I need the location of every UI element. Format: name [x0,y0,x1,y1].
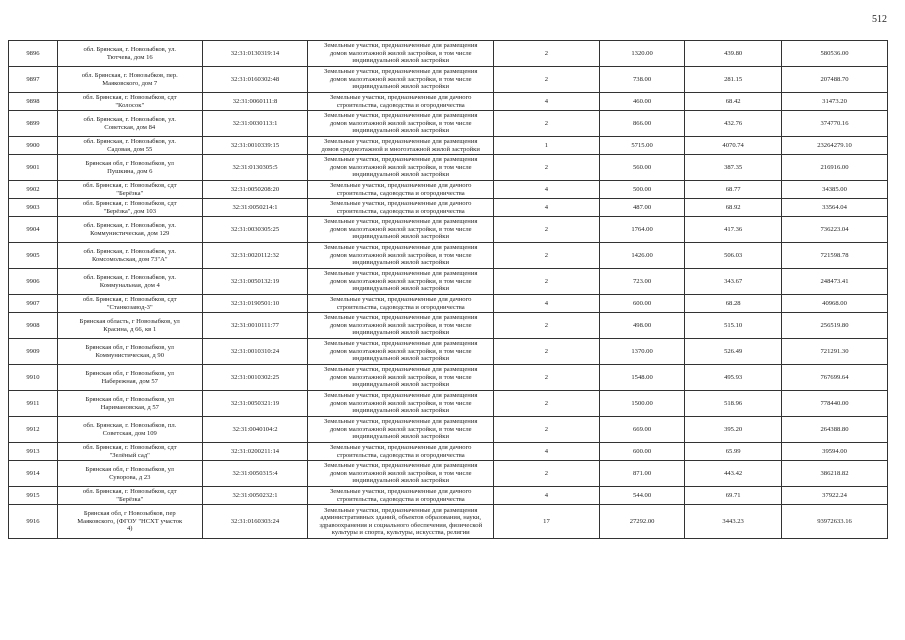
land-use-cell [308,461,494,487]
cadastral-number-cell: 32:31:0010339:15 [202,137,308,155]
land-use-cell-line: Земельные участки, предназначенные для размещения [324,270,478,278]
land-use-cell [308,339,494,365]
category-cell: 2 [494,365,600,391]
unit-value-cell: 343.67 [685,269,782,295]
land-use-cell-line: строительства, садоводства и огородничества [336,189,465,197]
land-use-cell-line: Земельные участки, предназначенные для размещения [324,340,478,348]
cadastral-number-cell: 32:31:0130319:14 [202,41,308,67]
cadastral-value-cell: 721291.30 [782,339,888,365]
unit-value-cell: 68.77 [685,181,782,199]
address-cell-line: обл. Брянская, г. Новозыбков, ул. [83,46,177,54]
table-row [9,487,888,505]
unit-value-cell: 65.99 [685,443,782,461]
category-cell: 2 [494,417,600,443]
cadastral-number-cell: 32:31:0010111:77 [202,313,308,339]
land-use-cell-line: индивидуальной жилой застройки [352,171,449,179]
category-cell: 17 [494,505,600,539]
cadastral-number-cell: 32:31:0190501:10 [202,295,308,313]
category-cell: 2 [494,461,600,487]
address-cell-line: "Берёзка" [116,495,144,503]
row-number-cell: 9896 [9,41,58,67]
address-cell-line: "Берёзка", дом 103 [103,207,156,215]
address-cell-line: Коммунистическая, д 90 [95,351,165,359]
land-use-cell-line: домов малоэтажной жилой застройки, в том числе [329,75,472,83]
address-cell [57,217,202,243]
unit-value-cell: 495.93 [685,365,782,391]
address-cell-line: Брянская обл, г Новозыбков, ул [85,160,174,168]
land-use-cell [308,487,494,505]
table-row [9,41,888,67]
table-row [9,461,888,487]
address-cell-line: обл. Брянская, г. Новозыбков, ул. [83,248,177,256]
address-cell [57,111,202,137]
address-cell [57,137,202,155]
land-use-cell-line: Земельные участки, предназначенные для дачного [329,94,472,102]
table-row [9,505,888,539]
table-row [9,391,888,417]
row-number-cell: 9904 [9,217,58,243]
address-cell-line: обл. Брянская, г. Новозыбков, сдт [82,200,177,208]
category-cell: 1 [494,137,600,155]
row-number-cell: 9898 [9,93,58,111]
land-use-cell-line: домов малоэтажной жилой застройки, в том числе [329,347,472,355]
unit-value-cell: 69.71 [685,487,782,505]
address-cell-line: Брянская обл, г Новозыбков, ул [85,396,174,404]
area-cell: 560.00 [599,155,684,181]
land-use-cell-line: домов малоэтажной жилой застройки, в том числе [329,373,472,381]
row-number-cell: 9913 [9,443,58,461]
land-use-cell-line: домов малоэтажной жилой застройки, в том числе [329,399,472,407]
category-cell: 2 [494,313,600,339]
row-number-cell: 9914 [9,461,58,487]
category-cell: 2 [494,243,600,269]
area-cell: 669.00 [599,417,684,443]
unit-value-cell: 4070.74 [685,137,782,155]
row-number-cell: 9912 [9,417,58,443]
cadastral-value-cell: 580536.00 [782,41,888,67]
address-cell [57,417,202,443]
land-use-cell-line: домов малоэтажной жилой застройки, в том числе [329,425,472,433]
address-cell-line: обл. Брянская, г. Новозыбков, ул. [83,222,177,230]
land-use-cell-line: домов малоэтажной жилой застройки, в том числе [329,119,472,127]
land-use-cell [308,391,494,417]
cadastral-value-cell: 31473.20 [782,93,888,111]
address-cell-line: Коммунистическая, дом 129 [90,229,170,237]
land-use-cell-line: индивидуальной жилой застройки [352,259,449,267]
area-cell: 27292.00 [599,505,684,539]
area-cell: 866.00 [599,111,684,137]
land-use-cell-line: домов малоэтажной жилой застройки, в том числе [329,469,472,477]
unit-value-cell: 518.96 [685,391,782,417]
address-cell-line: 4) [127,525,133,533]
area-cell: 600.00 [599,295,684,313]
address-cell-line: обл. Брянская, г. Новозыбков, сдт [82,296,177,304]
cadastral-number-cell: 32:31:0050208:20 [202,181,308,199]
address-cell-line: Брянская обл, г Новозыбков, ул [85,370,174,378]
address-cell [57,243,202,269]
cadastral-value-cell: 248473.41 [782,269,888,295]
category-cell: 2 [494,339,600,365]
unit-value-cell: 439.80 [685,41,782,67]
land-use-cell-line: индивидуальной жилой застройки [352,233,449,241]
unit-value-cell: 526.49 [685,339,782,365]
land-use-cell [308,217,494,243]
land-use-cell-line: Земельные участки, предназначенные для размещения [324,392,478,400]
address-cell-line: "Зелёный сад" [109,451,150,459]
category-cell: 2 [494,111,600,137]
land-use-cell-line: домов малоэтажной жилой застройки, в том числе [329,251,472,259]
area-cell: 723.00 [599,269,684,295]
address-cell-line: Брянская область, г Новозыбков, ул [79,318,180,326]
land-registry-table [8,40,888,539]
land-use-cell-line: домов малоэтажной жилой застройки, в том числе [329,321,472,329]
address-cell-line: Тютчева, дом 16 [106,53,153,61]
table-row [9,313,888,339]
area-cell: 498.00 [599,313,684,339]
land-use-cell-line: домов малоэтажной жилой застройки, в том числе [329,225,472,233]
address-cell-line: Брянская обл, г Новозыбков, ул [85,344,174,352]
cadastral-number-cell: 32:31:0050214:1 [202,199,308,217]
address-cell [57,67,202,93]
land-use-cell-line: Земельные участки, предназначенные для размещения [324,218,478,226]
row-number-cell: 9902 [9,181,58,199]
address-cell-line: Наримановская, д 57 [100,403,159,411]
category-cell: 4 [494,487,600,505]
land-use-cell-line: строительства, садоводства и огородничества [336,101,465,109]
row-number-cell: 9916 [9,505,58,539]
land-use-cell [308,295,494,313]
category-cell: 2 [494,391,600,417]
unit-value-cell: 417.36 [685,217,782,243]
category-cell: 2 [494,67,600,93]
land-use-cell-line: Земельные участки, предназначенные для размещения [324,418,478,426]
cadastral-value-cell: 37922.24 [782,487,888,505]
category-cell: 4 [494,443,600,461]
row-number-cell: 9915 [9,487,58,505]
land-use-cell-line: строительства, садоводства и огородничества [336,303,465,311]
category-cell: 4 [494,93,600,111]
table-row [9,67,888,93]
address-cell-line: обл. Брянская, г. Новозыбков, сдт [82,444,177,452]
address-cell [57,365,202,391]
land-use-cell [308,417,494,443]
address-cell [57,391,202,417]
table-row [9,111,888,137]
unit-value-cell: 68.92 [685,199,782,217]
row-number-cell: 9909 [9,339,58,365]
land-use-cell-line: индивидуальной жилой застройки [352,285,449,293]
land-use-cell-line: Земельные участки, предназначенные для дачного [329,296,472,304]
land-use-cell [308,199,494,217]
cadastral-value-cell: 40968.00 [782,295,888,313]
address-cell-line: обл. Брянская, г. Новозыбков, сдт [82,182,177,190]
table-row [9,295,888,313]
cadastral-value-cell: 374770.16 [782,111,888,137]
land-use-cell-line: индивидуальной жилой застройки [352,407,449,415]
land-use-cell [308,365,494,391]
address-cell-line: Брянская обл, г Новозыбков, ул [85,466,174,474]
land-use-cell [308,269,494,295]
unit-value-cell: 432.76 [685,111,782,137]
table-row [9,443,888,461]
land-use-cell-line: Земельные участки, предназначенные для размещения [324,506,478,514]
area-cell: 487.00 [599,199,684,217]
land-use-cell-line: Земельные участки, предназначенные для размещения [324,138,478,146]
land-use-cell-line: индивидуальной жилой застройки [352,83,449,91]
address-cell [57,313,202,339]
cadastral-number-cell: 32:31:0050321:19 [202,391,308,417]
category-cell: 4 [494,295,600,313]
row-number-cell: 9905 [9,243,58,269]
address-cell-line: Красина, д 66, кв 1 [103,325,157,333]
address-cell-line: Садовая, дом 55 [107,145,153,153]
land-use-cell-line: Земельные участки, предназначенные для размещения [324,366,478,374]
unit-value-cell: 515.10 [685,313,782,339]
land-use-cell-line: домов малоэтажной жилой застройки, в том числе [329,163,472,171]
area-cell: 600.00 [599,443,684,461]
cadastral-value-cell: 207488.70 [782,67,888,93]
row-number-cell: 9900 [9,137,58,155]
land-use-cell [308,443,494,461]
address-cell-line: Пушкина, дом 6 [107,167,153,175]
address-cell-line: Советская, дом 109 [102,429,157,437]
address-cell [57,181,202,199]
area-cell: 544.00 [599,487,684,505]
page-number: 512 [872,14,887,25]
category-cell: 4 [494,181,600,199]
row-number-cell: 9897 [9,67,58,93]
land-use-cell-line: Земельные участки, предназначенные для размещения [324,314,478,322]
cadastral-number-cell: 32:31:0160302:48 [202,67,308,93]
land-use-cell-line: строительства, садоводства и огородничества [336,207,465,215]
cadastral-number-cell: 32:31:0050315:4 [202,461,308,487]
cadastral-value-cell: 23264279.10 [782,137,888,155]
address-cell-line: "Берёзка" [116,189,144,197]
address-cell-line: Комсомольская, дом 73"А" [91,255,168,263]
table-row [9,365,888,391]
cadastral-value-cell: 256519.80 [782,313,888,339]
area-cell: 5715.00 [599,137,684,155]
land-use-cell-line: индивидуальной жилой застройки [352,381,449,389]
land-use-cell [308,93,494,111]
unit-value-cell: 281.15 [685,67,782,93]
address-cell-line: Маяковского, (ФГОУ "НСХТ участок [77,517,183,525]
address-cell-line: Брянская обл, г Новозыбков, пер [83,510,176,518]
land-use-cell-line: домов малоэтажной жилой застройки, в том числе [329,49,472,57]
table-body [9,41,888,539]
address-cell [57,487,202,505]
cadastral-value-cell: 264388.80 [782,417,888,443]
cadastral-value-cell: 34385.00 [782,181,888,199]
row-number-cell: 9899 [9,111,58,137]
table-row [9,417,888,443]
table-row [9,199,888,217]
unit-value-cell: 3443.23 [685,505,782,539]
address-cell [57,461,202,487]
cadastral-number-cell: 32:31:0040104:2 [202,417,308,443]
land-use-cell-line: административных зданий, объектов образования, науки, [320,514,482,522]
cadastral-value-cell: 33564.04 [782,199,888,217]
land-use-cell-line: здравоохранения и социального обеспечения, физической [319,521,483,529]
category-cell: 2 [494,217,600,243]
address-cell [57,443,202,461]
cadastral-value-cell: 736223.04 [782,217,888,243]
land-use-cell-line: домов малоэтажной жилой застройки, в том числе [329,277,472,285]
cadastral-value-cell: 216916.00 [782,155,888,181]
land-use-cell-line: индивидуальной жилой застройки [352,329,449,337]
land-use-cell-line: индивидуальной жилой застройки [352,477,449,485]
unit-value-cell: 395.20 [685,417,782,443]
land-use-cell-line: Земельные участки, предназначенные для размещения [324,244,478,252]
table-row [9,339,888,365]
category-cell: 2 [494,155,600,181]
area-cell: 1370.00 [599,339,684,365]
land-use-cell [308,111,494,137]
area-cell: 1500.00 [599,391,684,417]
cadastral-number-cell: 32:31:0030113:1 [202,111,308,137]
category-cell: 2 [494,41,600,67]
cadastral-value-cell: 39594.00 [782,443,888,461]
address-cell [57,93,202,111]
land-use-cell-line: Земельные участки, предназначенные для дачного [329,182,472,190]
cadastral-value-cell: 721598.78 [782,243,888,269]
cadastral-number-cell: 32:31:0010310:24 [202,339,308,365]
address-cell [57,505,202,539]
address-cell-line: "Колосок" [115,101,145,109]
address-cell-line: обл. Брянская, г. Новозыбков, пер. [81,72,178,80]
land-use-cell-line: культуры и спорта, культуры, искусства, религии [331,528,470,536]
unit-value-cell: 443.42 [685,461,782,487]
land-use-cell [308,41,494,67]
table-row [9,93,888,111]
table-row [9,181,888,199]
address-cell [57,295,202,313]
table-row [9,217,888,243]
category-cell: 4 [494,199,600,217]
table-row [9,155,888,181]
row-number-cell: 9911 [9,391,58,417]
address-cell [57,269,202,295]
area-cell: 871.00 [599,461,684,487]
land-use-cell [308,505,494,539]
cadastral-number-cell: 32:31:0200211:14 [202,443,308,461]
row-number-cell: 9903 [9,199,58,217]
unit-value-cell: 68.42 [685,93,782,111]
table-row [9,269,888,295]
land-use-cell-line: Земельные участки, предназначенные для размещения [324,156,478,164]
area-cell: 1320.00 [599,41,684,67]
land-use-cell-line: строительства, садоводства и огородничества [336,451,465,459]
land-use-cell-line: Земельные участки, предназначенные для размещения [324,112,478,120]
land-use-cell-line: строительства, садоводства и огородничества [336,495,465,503]
address-cell [57,155,202,181]
address-cell-line: Коммунальная, дом 4 [99,281,160,289]
area-cell: 1548.00 [599,365,684,391]
land-use-cell [308,67,494,93]
land-use-cell [308,243,494,269]
unit-value-cell: 387.35 [685,155,782,181]
row-number-cell: 9906 [9,269,58,295]
address-cell-line: Набережная, дом 57 [101,377,158,385]
land-use-cell [308,181,494,199]
land-use-cell [308,137,494,155]
cadastral-number-cell: 32:31:0010302:25 [202,365,308,391]
land-use-cell-line: индивидуальной жилой застройки [352,433,449,441]
area-cell: 500.00 [599,181,684,199]
area-cell: 1426.00 [599,243,684,269]
cadastral-number-cell: 32:31:0020112:32 [202,243,308,269]
land-use-cell-line: индивидуальной жилой застройки [352,57,449,65]
address-cell-line: обл. Брянская, г. Новозыбков, пл. [83,422,177,430]
land-use-cell-line: Земельные участки, предназначенные для дачного [329,444,472,452]
land-use-cell [308,313,494,339]
land-use-cell-line: Земельные участки, предназначенные для дачного [329,200,472,208]
area-cell: 1764.00 [599,217,684,243]
cadastral-number-cell: 32:31:0060111:8 [202,93,308,111]
land-use-cell-line: Земельные участки, предназначенные для размещения [324,68,478,76]
land-use-cell-line: индивидуальной жилой застройки [352,355,449,363]
cadastral-number-cell: 32:31:0030305:25 [202,217,308,243]
land-use-cell-line: Земельные участки, предназначенные для размещения [324,42,478,50]
address-cell-line: Маяковского, дом 7 [102,79,158,87]
cadastral-value-cell: 386218.82 [782,461,888,487]
table-row [9,243,888,269]
area-cell: 738.00 [599,67,684,93]
land-use-cell [308,155,494,181]
land-use-cell-line: Земельные участки, предназначенные для размещения [324,462,478,470]
row-number-cell: 9901 [9,155,58,181]
land-use-cell-line: Земельные участки, предназначенные для дачного [329,488,472,496]
address-cell-line: обл. Брянская, г. Новозыбков, сдт [82,488,177,496]
address-cell-line: Советская, дом 84 [104,123,156,131]
table-row [9,137,888,155]
cadastral-value-cell: 93972633.16 [782,505,888,539]
cadastral-number-cell: 32:31:0050232:1 [202,487,308,505]
land-use-cell-line: индивидуальной жилой застройки [352,127,449,135]
land-use-cell-line: домов среднеэтажной и многоэтажной жилой застройки [321,145,480,153]
row-number-cell: 9910 [9,365,58,391]
row-number-cell: 9907 [9,295,58,313]
unit-value-cell: 68.28 [685,295,782,313]
area-cell: 460.00 [599,93,684,111]
cadastral-value-cell: 767699.64 [782,365,888,391]
cadastral-number-cell: 32:31:0130305:5 [202,155,308,181]
cadastral-value-cell: 778440.00 [782,391,888,417]
row-number-cell: 9908 [9,313,58,339]
category-cell: 2 [494,269,600,295]
address-cell-line: обл. Брянская, г. Новозыбков, сдт [82,94,177,102]
address-cell [57,41,202,67]
cadastral-number-cell: 32:31:0050132:19 [202,269,308,295]
address-cell [57,339,202,365]
address-cell-line: "Станкозавод-3" [106,303,153,311]
address-cell-line: обл. Брянская, г. Новозыбков, ул. [83,138,177,146]
address-cell-line: обл. Брянская, г. Новозыбков, ул. [83,274,177,282]
unit-value-cell: 506.03 [685,243,782,269]
address-cell-line: обл. Брянская, г. Новозыбков, ул. [83,116,177,124]
cadastral-number-cell: 32:31:0160303:24 [202,505,308,539]
address-cell-line: Суворова, д 23 [109,473,151,481]
address-cell [57,199,202,217]
